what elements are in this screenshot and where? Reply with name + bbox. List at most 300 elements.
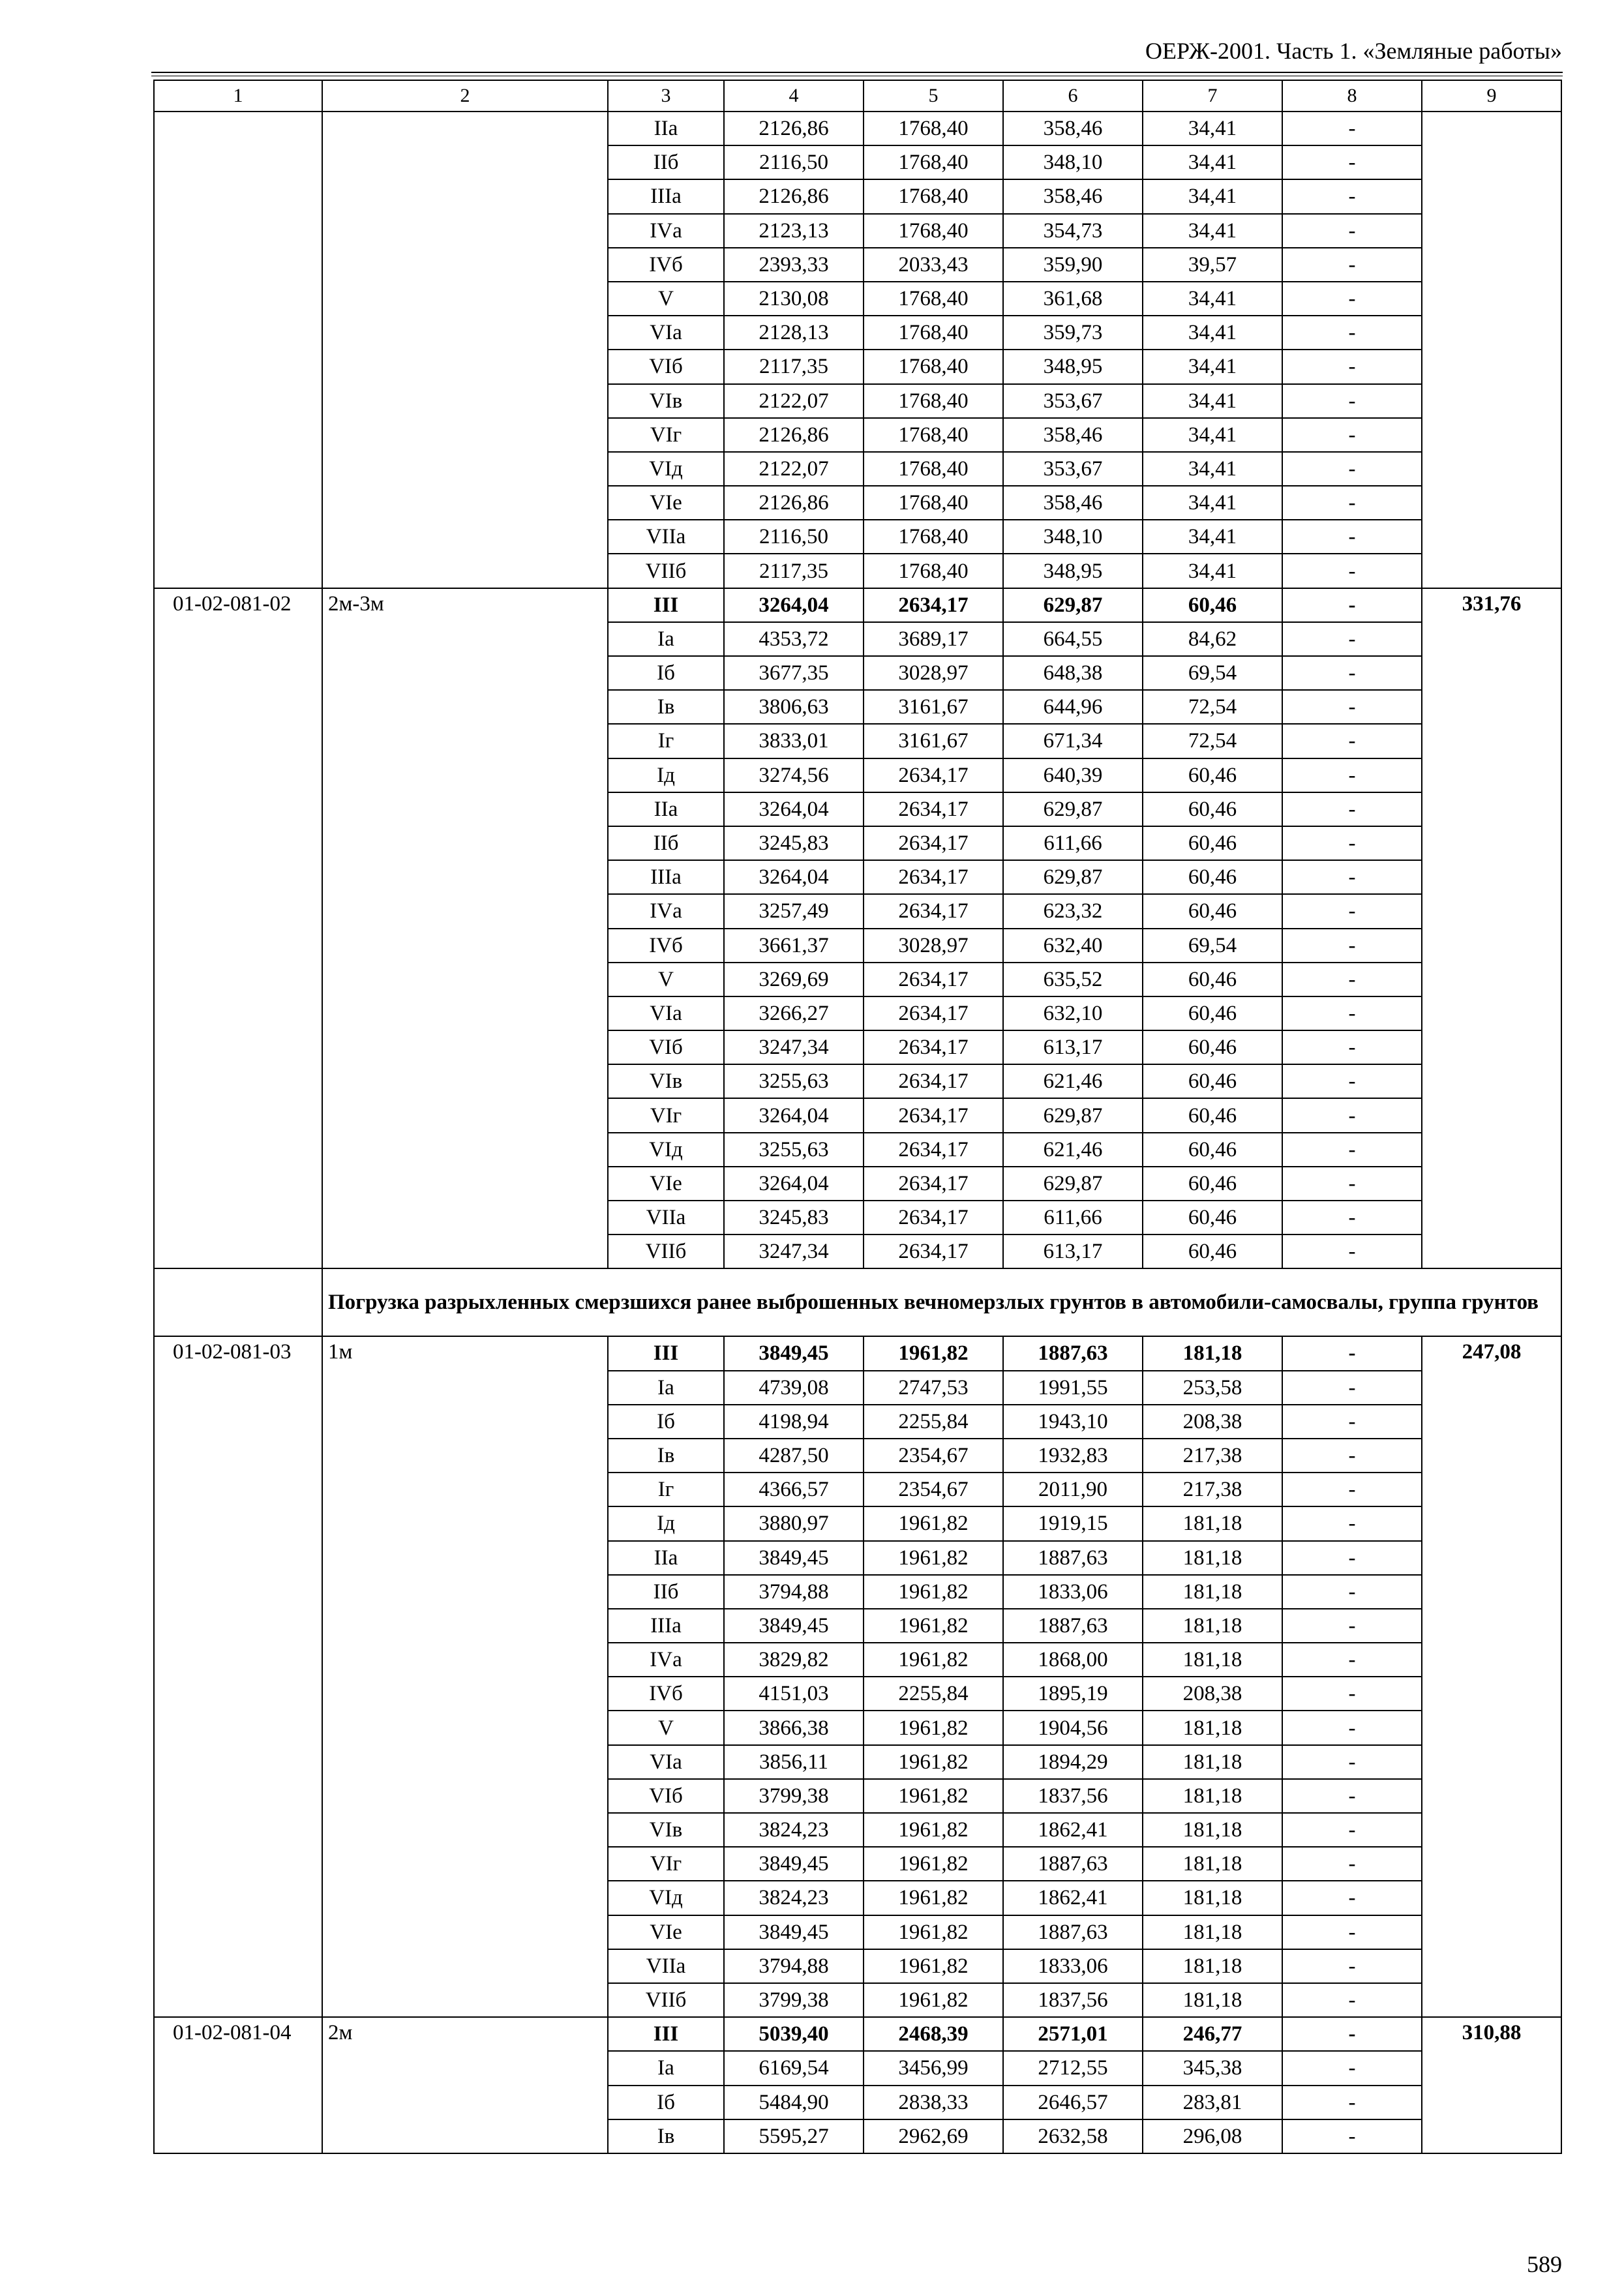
machine-cost: 640,39: [1003, 758, 1143, 792]
materials: -: [1282, 656, 1422, 690]
wages: 1961,82: [864, 1915, 1003, 1949]
machine-cost: 1862,41: [1003, 1881, 1143, 1915]
machine-cost: 353,67: [1003, 452, 1143, 486]
machine-cost: 348,95: [1003, 554, 1143, 588]
wages: 3689,17: [864, 622, 1003, 656]
machine-cost: 361,68: [1003, 282, 1143, 316]
region-code: III: [608, 2017, 724, 2051]
materials: -: [1282, 554, 1422, 588]
total-cost: 3264,04: [724, 1098, 864, 1132]
machine-cost: 359,73: [1003, 316, 1143, 350]
machinist-wages: 181,18: [1143, 1745, 1282, 1779]
machinist-wages: 34,41: [1143, 452, 1282, 486]
materials: -: [1282, 1541, 1422, 1575]
total-cost: 3255,63: [724, 1064, 864, 1098]
machine-cost: 1833,06: [1003, 1949, 1143, 1983]
wages: 1768,40: [864, 384, 1003, 418]
machinist-wages: 60,46: [1143, 1133, 1282, 1167]
table-row: [154, 1336, 1561, 1370]
machinist-wages: 217,38: [1143, 1473, 1282, 1506]
machine-cost: 1837,56: [1003, 1779, 1143, 1813]
total-cost: 3245,83: [724, 826, 864, 860]
region-code: Iб: [608, 1405, 724, 1439]
total-cost: 2126,86: [724, 179, 864, 213]
wages: 2634,17: [864, 792, 1003, 826]
region-code: IVб: [608, 1677, 724, 1711]
materials: -: [1282, 1609, 1422, 1643]
region-code: VIв: [608, 1813, 724, 1847]
region-code: IVб: [608, 248, 724, 282]
machine-cost: 632,40: [1003, 929, 1143, 963]
rate-code: 01-02-081-04: [154, 2017, 322, 2153]
total-cost: 3833,01: [724, 724, 864, 758]
materials: -: [1282, 860, 1422, 894]
wages: 1961,82: [864, 1813, 1003, 1847]
materials: -: [1282, 1677, 1422, 1711]
machine-cost: 1932,83: [1003, 1439, 1143, 1473]
column-number: 5: [864, 80, 1003, 112]
machine-cost: 353,67: [1003, 384, 1143, 418]
machinist-wages: 181,18: [1143, 1336, 1282, 1370]
machinist-wages: 39,57: [1143, 248, 1282, 282]
machine-cost: 664,55: [1003, 622, 1143, 656]
total-cost: 3247,34: [724, 1030, 864, 1064]
machinist-wages: 34,41: [1143, 384, 1282, 418]
total-cost: 3799,38: [724, 1779, 864, 1813]
machinist-wages: 34,41: [1143, 554, 1282, 588]
wages: 2255,84: [864, 1677, 1003, 1711]
materials: -: [1282, 1439, 1422, 1473]
total-cost: 3799,38: [724, 1983, 864, 2017]
machine-cost: 613,17: [1003, 1030, 1143, 1064]
machine-cost: 629,87: [1003, 860, 1143, 894]
wages: 2634,17: [864, 826, 1003, 860]
machinist-wages: 253,58: [1143, 1371, 1282, 1405]
region-code: Iд: [608, 1506, 724, 1540]
region-code: Iг: [608, 1473, 724, 1506]
materials: -: [1282, 1506, 1422, 1540]
machine-cost: 648,38: [1003, 656, 1143, 690]
materials: -: [1282, 792, 1422, 826]
materials: -: [1282, 145, 1422, 179]
labor-cost-total: 310,88: [1422, 2017, 1561, 2153]
materials: -: [1282, 622, 1422, 656]
materials: -: [1282, 1201, 1422, 1234]
total-cost: 2126,86: [724, 418, 864, 452]
machinist-wages: 84,62: [1143, 622, 1282, 656]
total-cost: 3880,97: [724, 1506, 864, 1540]
materials: -: [1282, 1847, 1422, 1881]
materials: -: [1282, 1030, 1422, 1064]
machine-cost: 629,87: [1003, 588, 1143, 622]
wages: 2634,17: [864, 860, 1003, 894]
wages: 1768,40: [864, 350, 1003, 383]
materials: -: [1282, 1371, 1422, 1405]
wages: 1768,40: [864, 316, 1003, 350]
machinist-wages: 246,77: [1143, 2017, 1282, 2051]
region-code: IIа: [608, 1541, 724, 1575]
machinist-wages: 181,18: [1143, 1643, 1282, 1677]
region-code: IVа: [608, 1643, 724, 1677]
machine-cost: 671,34: [1003, 724, 1143, 758]
total-cost: 2117,35: [724, 350, 864, 383]
total-cost: 4353,72: [724, 622, 864, 656]
machine-cost: 1887,63: [1003, 1609, 1143, 1643]
materials: -: [1282, 1745, 1422, 1779]
region-code: Iа: [608, 622, 724, 656]
total-cost: 6169,54: [724, 2051, 864, 2085]
total-cost: 4287,50: [724, 1439, 864, 1473]
machine-cost: 2011,90: [1003, 1473, 1143, 1506]
materials: -: [1282, 1643, 1422, 1677]
machine-cost: 2632,58: [1003, 2119, 1143, 2153]
machinist-wages: 34,41: [1143, 350, 1282, 383]
machine-cost: 2646,57: [1003, 2086, 1143, 2119]
machine-cost: 348,10: [1003, 520, 1143, 554]
region-code: VIа: [608, 316, 724, 350]
region-code: VIIа: [608, 1201, 724, 1234]
machinist-wages: 296,08: [1143, 2119, 1282, 2153]
total-cost: 3794,88: [724, 1949, 864, 1983]
machine-cost: 1904,56: [1003, 1711, 1143, 1744]
machinist-wages: 34,41: [1143, 214, 1282, 248]
wages: 2468,39: [864, 2017, 1003, 2051]
materials: -: [1282, 1983, 1422, 2017]
page-number: 589: [1527, 2251, 1562, 2277]
region-code: IIIа: [608, 860, 724, 894]
materials: -: [1282, 316, 1422, 350]
machine-cost: 348,10: [1003, 145, 1143, 179]
wages: 1961,82: [864, 1745, 1003, 1779]
machine-cost: 621,46: [1003, 1133, 1143, 1167]
region-code: Iв: [608, 1439, 724, 1473]
wages: 1961,82: [864, 1336, 1003, 1370]
column-number: 7: [1143, 80, 1282, 112]
total-cost: 3856,11: [724, 1745, 864, 1779]
machinist-wages: 72,54: [1143, 690, 1282, 724]
materials: -: [1282, 520, 1422, 554]
wages: 1961,82: [864, 1541, 1003, 1575]
region-code: VIIб: [608, 1234, 724, 1268]
region-code: Iд: [608, 758, 724, 792]
machine-cost: 1837,56: [1003, 1983, 1143, 2017]
machinist-wages: 181,18: [1143, 1575, 1282, 1609]
total-cost: 3257,49: [724, 894, 864, 928]
machine-cost: 1887,63: [1003, 1541, 1143, 1575]
wages: 3161,67: [864, 690, 1003, 724]
region-code: IVа: [608, 894, 724, 928]
wages: 2634,17: [864, 1030, 1003, 1064]
machine-cost: 629,87: [1003, 1098, 1143, 1132]
total-cost: 3255,63: [724, 1133, 864, 1167]
total-cost: 2128,13: [724, 316, 864, 350]
rate-code: 01-02-081-02: [154, 588, 322, 1269]
wages: 3028,97: [864, 929, 1003, 963]
materials: -: [1282, 1575, 1422, 1609]
materials: -: [1282, 179, 1422, 213]
region-code: VIв: [608, 1064, 724, 1098]
machinist-wages: 72,54: [1143, 724, 1282, 758]
wages: 1768,40: [864, 520, 1003, 554]
machine-cost: 1991,55: [1003, 1371, 1143, 1405]
wages: 2634,17: [864, 1201, 1003, 1234]
machine-cost: 611,66: [1003, 1201, 1143, 1234]
materials: -: [1282, 1234, 1422, 1268]
materials: -: [1282, 2119, 1422, 2153]
total-cost: 2393,33: [724, 248, 864, 282]
region-code: VIг: [608, 1098, 724, 1132]
table-row: [154, 112, 1561, 145]
region-code: VIIа: [608, 520, 724, 554]
total-cost: 3849,45: [724, 1847, 864, 1881]
total-cost: 3849,45: [724, 1915, 864, 1949]
wages: 1961,82: [864, 1881, 1003, 1915]
materials: -: [1282, 1473, 1422, 1506]
wages: 1768,40: [864, 214, 1003, 248]
table-row: [154, 2017, 1561, 2051]
region-code: Iа: [608, 1371, 724, 1405]
machinist-wages: 181,18: [1143, 1541, 1282, 1575]
wages: 1768,40: [864, 145, 1003, 179]
total-cost: 3264,04: [724, 860, 864, 894]
section-heading-row: [154, 1268, 1561, 1336]
total-cost: 3866,38: [724, 1711, 864, 1744]
machinist-wages: 345,38: [1143, 2051, 1282, 2085]
materials: -: [1282, 1779, 1422, 1813]
wages: 1961,82: [864, 1847, 1003, 1881]
wages: 2255,84: [864, 1405, 1003, 1439]
rates-table: [153, 80, 1562, 2154]
materials: -: [1282, 588, 1422, 622]
machine-cost: 623,32: [1003, 894, 1143, 928]
wages: 2634,17: [864, 1098, 1003, 1132]
machinist-wages: 181,18: [1143, 1881, 1282, 1915]
total-cost: 4198,94: [724, 1405, 864, 1439]
machinist-wages: 34,41: [1143, 316, 1282, 350]
wages: 2634,17: [864, 963, 1003, 996]
total-cost: 3849,45: [724, 1609, 864, 1643]
region-code: IIб: [608, 145, 724, 179]
machinist-wages: 60,46: [1143, 894, 1282, 928]
materials: -: [1282, 1881, 1422, 1915]
machine-cost: 621,46: [1003, 1064, 1143, 1098]
region-code: VIб: [608, 350, 724, 383]
total-cost: 2122,07: [724, 452, 864, 486]
region-code: IVб: [608, 929, 724, 963]
materials: -: [1282, 1336, 1422, 1370]
region-code: V: [608, 282, 724, 316]
total-cost: 3661,37: [724, 929, 864, 963]
total-cost: 2130,08: [724, 282, 864, 316]
column-number: 1: [154, 80, 322, 112]
machine-cost: 358,46: [1003, 179, 1143, 213]
machine-cost: 629,87: [1003, 792, 1143, 826]
rate-name: 1м: [322, 1336, 608, 2017]
region-code: VIг: [608, 418, 724, 452]
region-code: Iб: [608, 656, 724, 690]
machine-cost: 611,66: [1003, 826, 1143, 860]
region-code: IIб: [608, 826, 724, 860]
machinist-wages: 34,41: [1143, 145, 1282, 179]
materials: -: [1282, 1405, 1422, 1439]
wages: 1961,82: [864, 1609, 1003, 1643]
wages: 2634,17: [864, 894, 1003, 928]
materials: -: [1282, 2051, 1422, 2085]
total-cost: 4366,57: [724, 1473, 864, 1506]
header-rule: [151, 72, 1563, 76]
materials: -: [1282, 1711, 1422, 1744]
materials: -: [1282, 384, 1422, 418]
machine-cost: 358,46: [1003, 112, 1143, 145]
total-cost: 3245,83: [724, 1201, 864, 1234]
wages: 3456,99: [864, 2051, 1003, 2085]
total-cost: 4739,08: [724, 1371, 864, 1405]
section-left-cell: [154, 1268, 322, 1336]
machine-cost: 635,52: [1003, 963, 1143, 996]
wages: 1768,40: [864, 452, 1003, 486]
region-code: Iб: [608, 2086, 724, 2119]
machine-cost: 359,90: [1003, 248, 1143, 282]
rate-name: 2м-3м: [322, 588, 608, 1269]
wages: 3028,97: [864, 656, 1003, 690]
wages: 1768,40: [864, 112, 1003, 145]
rate-name: [322, 112, 608, 588]
total-cost: 3269,69: [724, 963, 864, 996]
machinist-wages: 60,46: [1143, 588, 1282, 622]
region-code: VIд: [608, 1133, 724, 1167]
region-code: IIа: [608, 792, 724, 826]
wages: 2747,53: [864, 1371, 1003, 1405]
machinist-wages: 181,18: [1143, 1813, 1282, 1847]
total-cost: 2126,86: [724, 486, 864, 520]
total-cost: 3829,82: [724, 1643, 864, 1677]
machine-cost: 1868,00: [1003, 1643, 1143, 1677]
materials: -: [1282, 486, 1422, 520]
column-number: 2: [322, 80, 608, 112]
region-code: Iг: [608, 724, 724, 758]
region-code: V: [608, 963, 724, 996]
table-body: [154, 80, 1561, 2153]
total-cost: 3264,04: [724, 588, 864, 622]
materials: -: [1282, 1064, 1422, 1098]
machinist-wages: 181,18: [1143, 1609, 1282, 1643]
machinist-wages: 34,41: [1143, 486, 1282, 520]
column-number-row: [154, 80, 1561, 112]
materials: -: [1282, 2086, 1422, 2119]
total-cost: 2123,13: [724, 214, 864, 248]
machinist-wages: 34,41: [1143, 520, 1282, 554]
materials: -: [1282, 1949, 1422, 1983]
wages: 1961,82: [864, 1949, 1003, 1983]
wages: 1961,82: [864, 1506, 1003, 1540]
region-code: V: [608, 1711, 724, 1744]
region-code: VIе: [608, 1915, 724, 1949]
machinist-wages: 181,18: [1143, 1779, 1282, 1813]
machinist-wages: 181,18: [1143, 1983, 1282, 2017]
materials: -: [1282, 214, 1422, 248]
column-number: 6: [1003, 80, 1143, 112]
region-code: VIд: [608, 452, 724, 486]
total-cost: 3824,23: [724, 1881, 864, 1915]
total-cost: 2126,86: [724, 112, 864, 145]
wages: 2354,67: [864, 1439, 1003, 1473]
wages: 1768,40: [864, 486, 1003, 520]
region-code: Iа: [608, 2051, 724, 2085]
machine-cost: 1894,29: [1003, 1745, 1143, 1779]
machine-cost: 1887,63: [1003, 1915, 1143, 1949]
column-number: 8: [1282, 80, 1422, 112]
region-code: VIб: [608, 1030, 724, 1064]
machinist-wages: 181,18: [1143, 1949, 1282, 1983]
machinist-wages: 60,46: [1143, 1064, 1282, 1098]
machine-cost: 613,17: [1003, 1234, 1143, 1268]
region-code: VIе: [608, 1167, 724, 1201]
machine-cost: 358,46: [1003, 418, 1143, 452]
materials: -: [1282, 929, 1422, 963]
wages: 1768,40: [864, 418, 1003, 452]
region-code: VIв: [608, 384, 724, 418]
region-code: VIIа: [608, 1949, 724, 1983]
total-cost: 3824,23: [724, 1813, 864, 1847]
machine-cost: 1887,63: [1003, 1336, 1143, 1370]
wages: 2838,33: [864, 2086, 1003, 2119]
rate-name: 2м: [322, 2017, 608, 2153]
wages: 1961,82: [864, 1575, 1003, 1609]
machinist-wages: 283,81: [1143, 2086, 1282, 2119]
wages: 1768,40: [864, 179, 1003, 213]
wages: 2354,67: [864, 1473, 1003, 1506]
total-cost: 2122,07: [724, 384, 864, 418]
region-code: Iв: [608, 2119, 724, 2153]
machinist-wages: 181,18: [1143, 1506, 1282, 1540]
materials: -: [1282, 1133, 1422, 1167]
total-cost: 5039,40: [724, 2017, 864, 2051]
machine-cost: 348,95: [1003, 350, 1143, 383]
machine-cost: 1862,41: [1003, 1813, 1143, 1847]
total-cost: 2116,50: [724, 520, 864, 554]
column-number: 4: [724, 80, 864, 112]
wages: 2033,43: [864, 248, 1003, 282]
table-row: [154, 588, 1561, 622]
region-code: IIб: [608, 1575, 724, 1609]
machinist-wages: 208,38: [1143, 1677, 1282, 1711]
materials: -: [1282, 996, 1422, 1030]
rate-code: [154, 112, 322, 588]
machine-cost: 632,10: [1003, 996, 1143, 1030]
wages: 2634,17: [864, 1234, 1003, 1268]
page-header-title: ОЕРЖ-2001. Часть 1. «Земляные работы»: [1145, 38, 1562, 64]
labor-cost-total: [1422, 112, 1561, 588]
machine-cost: 1919,15: [1003, 1506, 1143, 1540]
machine-cost: 1887,63: [1003, 1847, 1143, 1881]
materials: -: [1282, 112, 1422, 145]
materials: -: [1282, 758, 1422, 792]
region-code: IIIа: [608, 179, 724, 213]
total-cost: 3849,45: [724, 1541, 864, 1575]
region-code: Iв: [608, 690, 724, 724]
machinist-wages: 34,41: [1143, 282, 1282, 316]
total-cost: 3849,45: [724, 1336, 864, 1370]
machinist-wages: 208,38: [1143, 1405, 1282, 1439]
machine-cost: 358,46: [1003, 486, 1143, 520]
materials: -: [1282, 724, 1422, 758]
total-cost: 2116,50: [724, 145, 864, 179]
labor-cost-total: 247,08: [1422, 1336, 1561, 2017]
machinist-wages: 60,46: [1143, 1201, 1282, 1234]
wages: 2634,17: [864, 1064, 1003, 1098]
machinist-wages: 60,46: [1143, 1234, 1282, 1268]
column-number: 9: [1422, 80, 1561, 112]
